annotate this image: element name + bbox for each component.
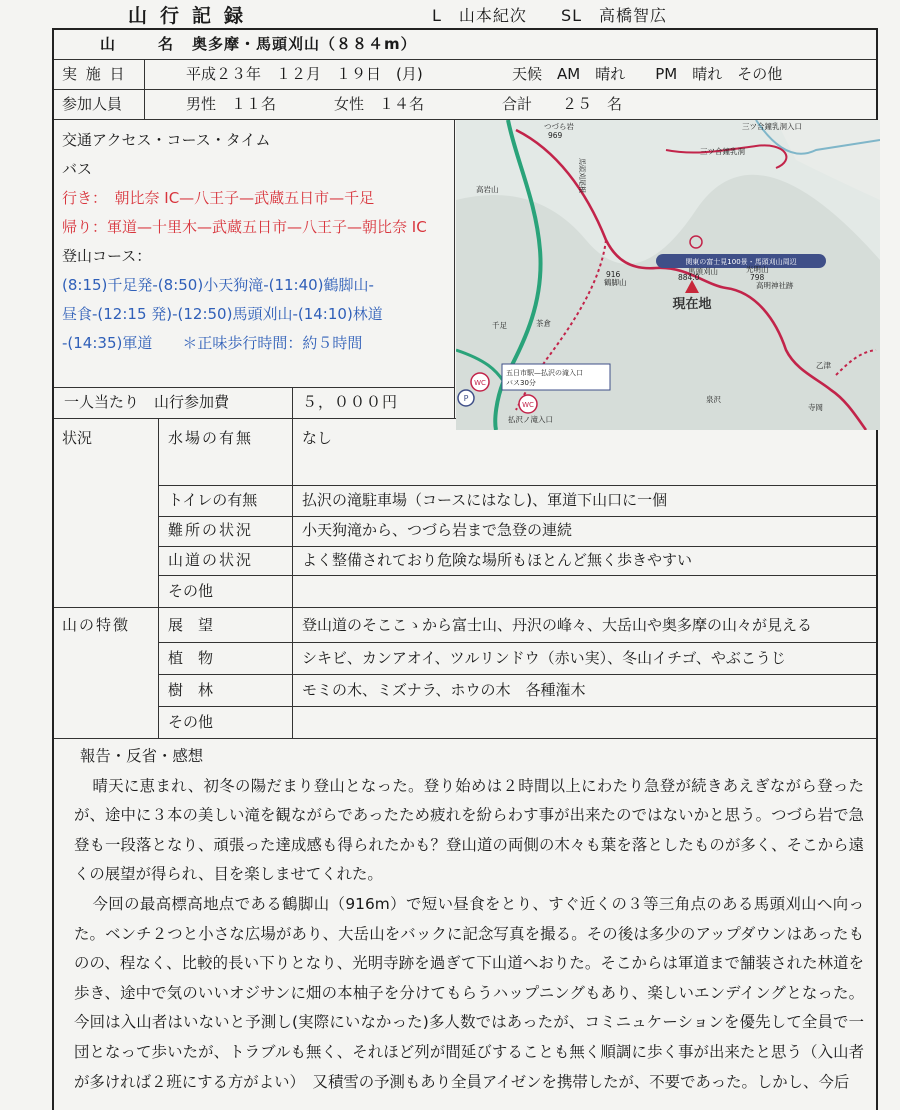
map-label: 高明神社跡	[756, 281, 794, 290]
leader-name: L 山本紀次	[432, 6, 527, 25]
map-label: 寺岡	[808, 403, 823, 412]
map-label: 三ツ合鐘乳洞入口	[742, 122, 802, 131]
divider	[158, 642, 876, 643]
condition-value: 払沢の滝駐車場（コースにはなし)、軍道下山口に一個	[302, 491, 668, 509]
feature-value: モミの木、ミズナラ、ホウの木 各種潅木	[302, 681, 586, 699]
map-label: 乙津	[816, 361, 831, 370]
return-route: 帰り：軍道—十里木—武蔵五日市—八王子—朝比奈 IC	[62, 218, 427, 236]
mountain-label: 山 名	[100, 35, 188, 53]
map-label: つづら岩	[544, 122, 574, 131]
divider	[158, 485, 876, 486]
condition-label: 難所の状況	[168, 521, 254, 539]
condition-value: なし	[302, 429, 333, 447]
access-heading: 交通アクセス・コース・タイム	[62, 131, 271, 149]
feature-label: その他	[168, 713, 214, 731]
divider	[158, 674, 876, 675]
feature-label: 展 望	[168, 616, 214, 634]
divider	[144, 59, 145, 119]
record-sheet	[52, 28, 878, 1110]
divider	[54, 89, 876, 90]
map-label: 高岩山	[476, 185, 499, 194]
report-section	[54, 742, 880, 1097]
divider	[158, 575, 876, 576]
course-line: (8:15)千足発-(8:50)小天狗滝-(11:40)鶴脚山-	[62, 276, 374, 294]
weather-value: 天候 AM 晴れ PM 晴れ その他	[512, 65, 783, 83]
toilet-icon-label: WC	[522, 401, 534, 409]
participants-label: 参加人員	[62, 95, 123, 113]
divider	[454, 119, 455, 418]
trail-map	[456, 120, 880, 430]
report-paragraph: 晴天に恵まれ、初冬の陽だまり登山となった。登り始めは２時間以上にわたり急登が続きあえぎながら登ったが、途中に３本の美しい滝を観ながらであったため疲れを紛らわす事が出来たのではないかと思う。つづら岩で急登も一段落となり、頑張った達成感も得られたかも？登山道の両側の木々も葉を落としたものが多く、そこから遠くの展望が得られ、目を楽しませてくれた。	[74, 776, 864, 884]
mountain-name: 奥多摩・馬頭刈山（８８４m）	[192, 35, 417, 53]
divider	[54, 387, 454, 388]
bus-info-time: バス30分	[506, 379, 536, 387]
course-heading: 登山コース：	[62, 247, 152, 265]
map-current-location: 現在地	[672, 297, 712, 312]
map-label: 鶴脚山	[604, 278, 627, 287]
fee-label: 一人当たり 山行参加費	[64, 393, 230, 411]
features-label: 山の特徴	[62, 616, 131, 634]
divider	[292, 387, 293, 738]
map-label: 泉沢	[706, 395, 721, 404]
outbound-route: 行き： 朝比奈 IC—八王子—武蔵五日市—千足	[62, 189, 375, 207]
divider	[54, 59, 876, 60]
course-line: 昼食-(12:15 発)-(12:50)馬頭刈山-(14:10)林道	[62, 305, 383, 323]
condition-label: 水場の有無	[168, 429, 254, 447]
map-banner-text: 関東の富士見100景・馬頭刈山周辺	[685, 258, 797, 266]
map-label: 茶倉	[536, 319, 551, 328]
map-label: 三ツ合鐘乳洞	[700, 147, 745, 156]
leaders-line	[432, 3, 667, 26]
map-label: 馬頭刈山	[688, 267, 718, 276]
subleader-name: SL 高橋智広	[560, 6, 668, 25]
feature-value: シキビ、カンアオイ、ツルリンドウ（赤い実）、冬山イチゴ、やぶこうじ	[302, 649, 786, 667]
access-section	[62, 126, 454, 358]
condition-value: よく整備されており危険な場所もほとんど無く歩きやすい	[302, 551, 693, 569]
participants-male: 男性 １１名	[186, 95, 277, 113]
toilet-icon-label: WC	[474, 379, 486, 387]
map-label: 千足	[492, 321, 507, 330]
date-value: 平成２３年 １２月 １９日 (月)	[186, 65, 423, 83]
divider	[54, 738, 876, 739]
participants-total: 合計 ２５ 名	[502, 95, 623, 113]
date-label: 実 施 日	[62, 65, 127, 83]
divider	[158, 418, 159, 738]
map-label: 光明山	[746, 265, 769, 274]
map-label: 969	[548, 131, 563, 140]
bus-label: バス	[62, 160, 93, 178]
course-line: -(14:35)軍道 ＊正味歩行時間：約５時間	[62, 334, 363, 352]
feature-label: 樹 林	[168, 681, 214, 699]
map-label: 884.0	[678, 273, 700, 282]
feature-value: 登山道のそここゝから富士山、丹沢の峰々、大岳山や奥多摩の山々が見える	[302, 616, 813, 634]
page-title: 山行記録	[128, 5, 257, 27]
parking-icon-label: P	[463, 394, 469, 403]
map-label: 払沢ノ滝入口	[508, 415, 553, 424]
map-label: 馬頭刈尾根	[578, 158, 586, 193]
report-paragraph: 今回の最高標高地点である鶴脚山（916m）で短い昼食をとり、すぐ近くの３等三角点のある馬頭刈山へ向った。ベンチ２つと小さな広場があり、大岳山をバックに記念写真を撮る。その後は多少のアップダウンはあったものの、程なく、比較的長い下りとなり、光明寺跡を過ぎて下山道へおりた。そこからは軍道まで舗装された林道を歩き、途中で気のいいオジサンに畑の本柚子を分けてもらうハップニングもあり、楽しいエンデイングとなった。今回は入山者はいないと予測し(実際にいなかった)多人数ではあったが、コミニュケーションを優先して全員で一団となって歩いたが、トラブルも無く、それほど列が間延びすることも無く順調に歩く事が出来たと思う（入山者が多ければ２班にする方がよい） 又積雪の予測もあり全員アイゼンを携帯したが、不要であった。しかし、今后	[74, 894, 864, 1091]
map-label: 916	[606, 270, 621, 279]
page-header	[0, 0, 900, 28]
condition-label: 山道の状況	[168, 551, 254, 569]
trail-map-drawing	[456, 120, 880, 430]
fee-value: ５，０００円	[302, 393, 399, 411]
divider	[158, 516, 876, 517]
participants-female: 女性 １４名	[334, 95, 425, 113]
condition-label: その他	[168, 582, 214, 600]
condition-label: トイレの有無	[168, 491, 258, 509]
divider	[158, 546, 876, 547]
bus-info-text: 五日市駅—払沢の滝入口	[506, 369, 583, 377]
report-title: 報告・反省・感想	[80, 747, 204, 765]
divider	[54, 607, 876, 608]
conditions-label: 状況	[62, 429, 93, 447]
map-label: 798	[750, 273, 765, 282]
divider	[158, 706, 876, 707]
condition-value: 小天狗滝から、つづら岩まで急登の連続	[302, 521, 573, 539]
feature-label: 植 物	[168, 649, 214, 667]
